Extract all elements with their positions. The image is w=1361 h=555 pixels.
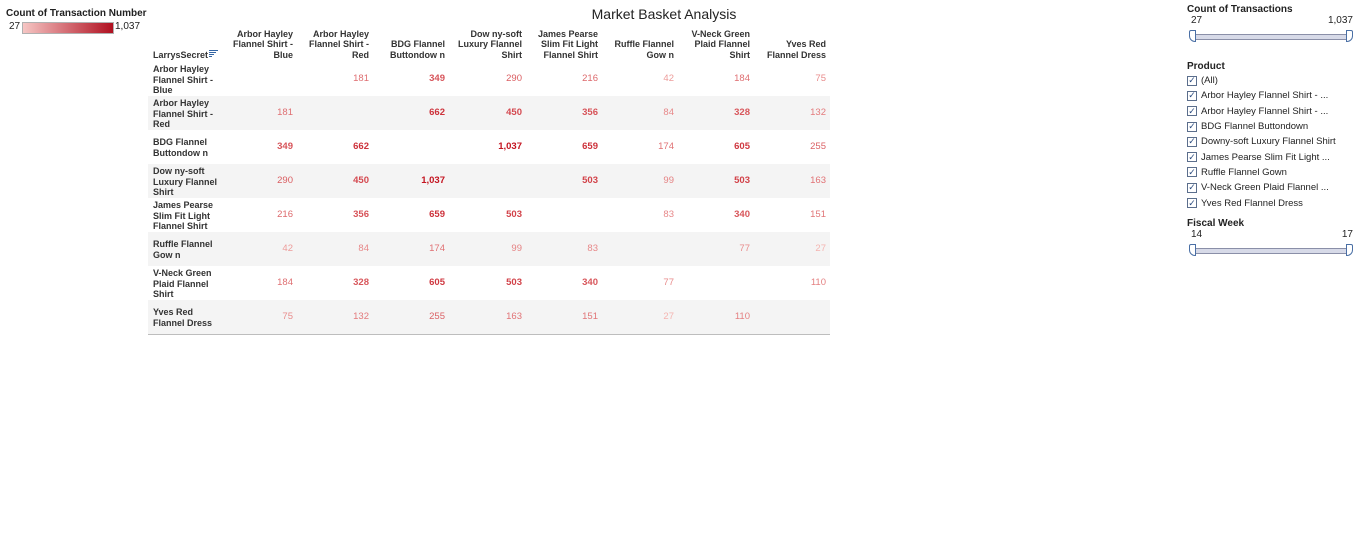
checkbox[interactable]: ✓ <box>1188 151 1196 162</box>
row-header[interactable]: Dow ny-soft Luxury Flannel Shirt <box>153 166 218 197</box>
checkbox[interactable]: ✓ <box>1188 197 1196 208</box>
table-cell[interactable]: 99 <box>511 243 522 254</box>
table-cell[interactable]: 75 <box>815 73 826 84</box>
column-header[interactable]: James Pearse Slim Fit Light Flannel Shirt <box>537 28 598 60</box>
table-cell[interactable]: 77 <box>663 277 674 288</box>
table-cell[interactable]: 255 <box>429 311 445 322</box>
slider-max-handle[interactable] <box>1346 30 1353 42</box>
table-row <box>148 266 830 300</box>
table-cell[interactable]: 450 <box>353 175 369 186</box>
count-filter <box>1187 4 1361 45</box>
table-cell[interactable]: 27 <box>815 243 826 254</box>
legend-title: Count of Transaction Number <box>6 8 147 19</box>
row-header[interactable]: V-Neck Green Plaid Flannel Shirt <box>153 268 212 299</box>
table-cell[interactable]: 216 <box>277 209 293 220</box>
table-cell[interactable]: 174 <box>658 141 674 152</box>
table-cell[interactable]: 450 <box>506 107 522 118</box>
table-cell[interactable]: 503 <box>734 175 750 186</box>
column-header[interactable]: V-Neck Green Plaid Flannel Shirt <box>691 28 750 60</box>
table-cell[interactable]: 216 <box>582 73 598 84</box>
checkbox[interactable]: ✓ <box>1188 182 1196 193</box>
table-cell[interactable]: 605 <box>429 277 445 288</box>
checkbox[interactable]: ✓ <box>1188 136 1196 147</box>
row-header-label[interactable] <box>153 50 218 60</box>
row-header[interactable]: BDG Flannel Buttondow n <box>153 137 208 158</box>
legend-max: 1,037 <box>115 21 141 32</box>
table-row <box>148 198 830 232</box>
checkbox[interactable]: ✓ <box>1188 121 1196 132</box>
table-cell[interactable]: 328 <box>353 277 369 288</box>
checkbox[interactable]: ✓ <box>1188 105 1196 116</box>
product-filter-item[interactable] <box>1187 88 1361 103</box>
product-filter-label: Arbor Hayley Flannel Shirt - ... <box>1201 90 1329 102</box>
slider-track[interactable] <box>1193 34 1349 40</box>
table-cell[interactable]: 83 <box>587 243 598 254</box>
product-filter-label: Arbor Hayley Flannel Shirt - ... <box>1201 105 1329 117</box>
table-cell[interactable]: 42 <box>282 243 293 254</box>
fiscal-week-slider[interactable] <box>1187 243 1361 259</box>
table-row <box>148 62 830 96</box>
product-filter-item[interactable] <box>1187 195 1361 210</box>
table-cell[interactable]: 27 <box>663 311 674 322</box>
product-filter-item[interactable] <box>1187 180 1361 195</box>
filter-panel <box>1187 4 1361 259</box>
table-cell[interactable]: 1,037 <box>498 141 522 152</box>
table-cell[interactable]: 83 <box>663 209 674 220</box>
sheet-title: Market Basket Analysis <box>591 6 737 22</box>
crosstab-header <box>148 26 830 62</box>
table-row <box>148 300 830 334</box>
table-cell[interactable]: 163 <box>810 175 826 186</box>
table-cell[interactable]: 110 <box>734 311 750 322</box>
column-header[interactable]: BDG Flannel Buttondow n <box>390 39 445 60</box>
column-header[interactable]: Arbor Hayley Flannel Shirt - Blue <box>232 28 293 60</box>
product-filter-title: Product <box>1187 61 1225 72</box>
product-checkbox-list <box>1187 73 1361 211</box>
table-cell[interactable]: 659 <box>582 141 598 152</box>
table-cell[interactable]: 503 <box>582 175 598 186</box>
product-filter-label: Downy-soft Luxury Flannel Shirt <box>1201 136 1336 148</box>
product-filter-item[interactable] <box>1187 165 1361 180</box>
table-cell[interactable]: 132 <box>353 311 369 322</box>
table-cell[interactable]: 75 <box>282 311 293 322</box>
fiscal-week-filter <box>1187 218 1361 259</box>
table-cell[interactable]: 662 <box>429 107 445 118</box>
slider-track[interactable] <box>1193 248 1349 254</box>
table-bottom-border <box>148 334 830 335</box>
table-row <box>148 96 830 130</box>
crosstab-body <box>148 62 830 334</box>
legend-scale <box>6 21 146 35</box>
legend-gradient-bar <box>22 22 114 34</box>
fiscal-week-title: Fiscal Week <box>1187 217 1245 229</box>
table-cell[interactable]: 659 <box>429 209 445 220</box>
product-filter-item[interactable] <box>1187 119 1361 134</box>
table-cell[interactable]: 99 <box>663 175 674 186</box>
table-cell[interactable]: 356 <box>353 209 369 220</box>
slider-min-handle[interactable] <box>1189 244 1196 256</box>
table-cell[interactable]: 110 <box>810 277 826 288</box>
table-cell[interactable]: 290 <box>506 73 522 84</box>
table-cell[interactable]: 255 <box>810 141 826 152</box>
product-filter <box>1187 61 1361 211</box>
column-header[interactable]: Yves Red Flannel Dress <box>766 39 826 60</box>
count-filter-title: Count of Transactions <box>1187 4 1293 15</box>
table-row <box>148 164 830 198</box>
product-filter-label: Yves Red Flannel Dress <box>1201 197 1303 209</box>
table-cell[interactable]: 349 <box>429 73 445 84</box>
product-filter-item[interactable] <box>1187 134 1361 149</box>
column-header[interactable]: Arbor Hayley Flannel Shirt - Red <box>308 28 369 60</box>
column-header[interactable]: Dow ny-soft Luxury Flannel Shirt <box>457 28 522 60</box>
table-cell[interactable]: 605 <box>734 141 750 152</box>
sort-icon[interactable] <box>209 50 218 59</box>
product-filter-item[interactable] <box>1187 149 1361 164</box>
table-cell[interactable]: 42 <box>663 73 674 84</box>
product-filter-label: BDG Flannel Buttondown <box>1201 121 1309 133</box>
table-cell[interactable]: 174 <box>429 243 445 254</box>
count-filter-max: 1,037 <box>1327 15 1353 26</box>
product-filter-label: Ruffle Flannel Gown <box>1201 166 1287 178</box>
slider-max-handle[interactable] <box>1346 244 1353 256</box>
fiscal-week-max: 17 <box>1341 228 1353 240</box>
table-cell[interactable]: 84 <box>358 243 369 254</box>
table-cell[interactable]: 503 <box>506 209 522 220</box>
row-header[interactable]: Arbor Hayley Flannel Shirt - Red <box>153 98 214 129</box>
crosstab <box>148 26 830 334</box>
table-row <box>148 232 830 266</box>
table-cell[interactable]: 132 <box>810 107 826 118</box>
fiscal-week-min: 14 <box>1191 228 1203 240</box>
table-cell[interactable]: 181 <box>277 107 293 118</box>
table-cell[interactable]: 328 <box>734 107 750 118</box>
product-filter-label: V-Neck Green Plaid Flannel ... <box>1201 182 1329 194</box>
table-cell[interactable]: 84 <box>663 107 674 118</box>
table-cell[interactable]: 181 <box>353 73 369 84</box>
product-filter-label: James Pearse Slim Fit Light ... <box>1201 151 1330 163</box>
color-legend <box>6 8 146 35</box>
table-cell[interactable]: 340 <box>582 277 598 288</box>
table-cell[interactable]: 151 <box>810 209 826 220</box>
table-cell[interactable]: 340 <box>734 209 750 220</box>
row-header[interactable]: Arbor Hayley Flannel Shirt - Blue <box>153 64 214 95</box>
legend-min: 27 <box>9 21 21 32</box>
row-header-text: LarrysSecret <box>153 50 209 60</box>
table-row <box>148 130 830 164</box>
count-filter-min: 27 <box>1191 15 1203 26</box>
column-header[interactable]: Ruffle Flannel Gow n <box>614 39 674 60</box>
row-header[interactable]: James Pearse Slim Fit Light Flannel Shirt <box>153 200 214 231</box>
slider-min-handle[interactable] <box>1189 30 1196 42</box>
count-range-slider[interactable] <box>1187 29 1361 45</box>
row-header[interactable]: Ruffle Flannel Gow n <box>153 239 213 260</box>
row-header[interactable]: Yves Red Flannel Dress <box>153 307 213 328</box>
table-cell[interactable]: 77 <box>739 243 750 254</box>
table-cell[interactable]: 349 <box>277 141 293 152</box>
product-filter-item[interactable] <box>1187 73 1361 88</box>
table-cell[interactable]: 356 <box>582 107 598 118</box>
table-cell[interactable]: 184 <box>277 277 293 288</box>
table-cell[interactable]: 163 <box>506 311 522 322</box>
product-filter-label: (All) <box>1201 75 1218 87</box>
table-cell[interactable]: 662 <box>353 141 369 152</box>
table-cell[interactable]: 503 <box>506 277 522 288</box>
table-cell[interactable]: 151 <box>582 311 598 322</box>
checkbox[interactable]: ✓ <box>1188 75 1196 86</box>
table-cell[interactable]: 184 <box>734 73 750 84</box>
product-filter-item[interactable] <box>1187 104 1361 119</box>
checkbox[interactable]: ✓ <box>1188 166 1196 177</box>
table-cell[interactable]: 1,037 <box>421 175 445 186</box>
checkbox[interactable]: ✓ <box>1188 90 1196 101</box>
table-cell[interactable]: 290 <box>277 175 293 186</box>
